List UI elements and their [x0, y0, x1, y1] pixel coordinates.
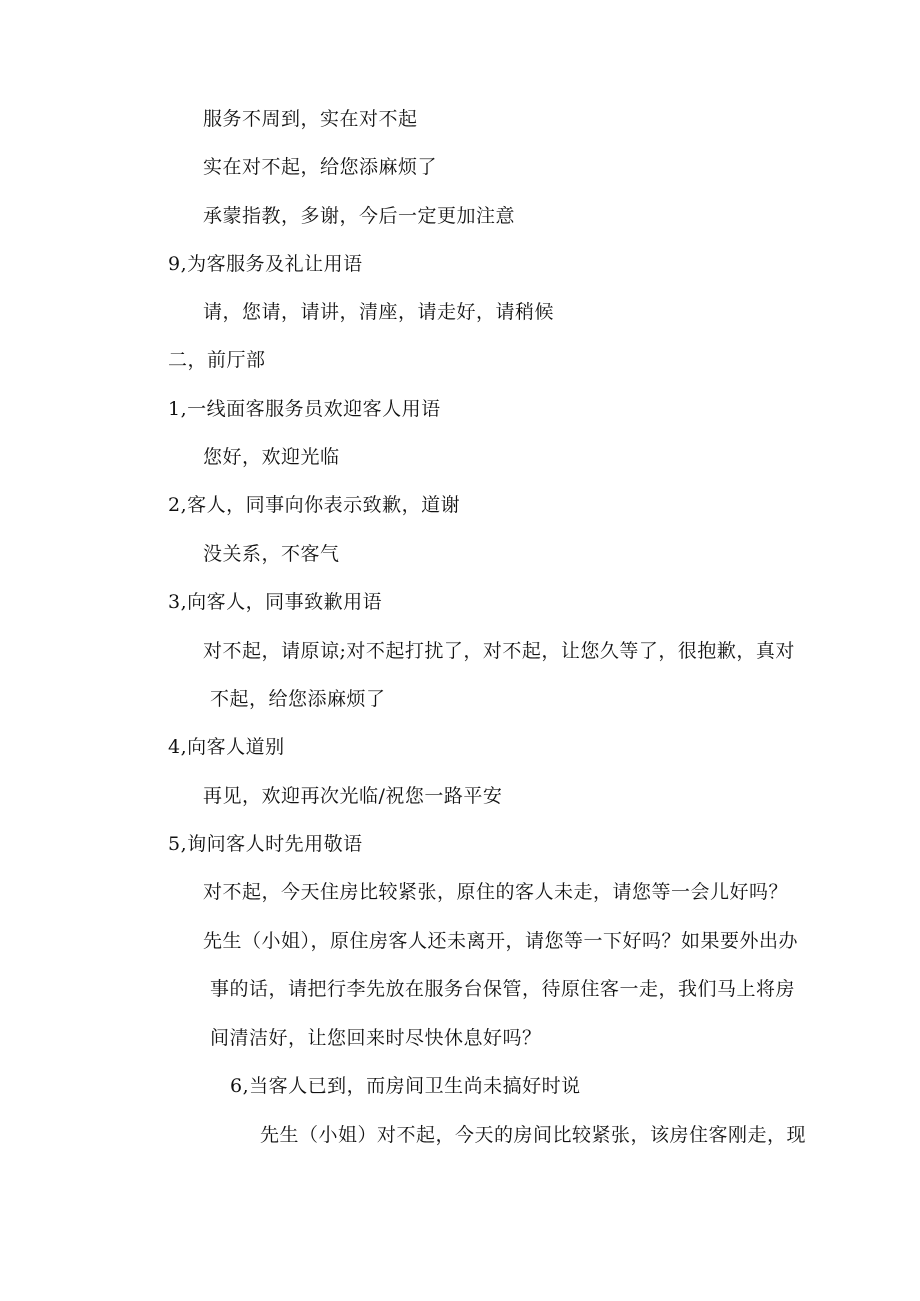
phrase-apology-service: 服务不周到，实在对不起 — [203, 108, 418, 130]
heading-item-9: 9,为客服务及礼让用语 — [168, 253, 363, 275]
phrase-please-wait-cont-1: 事的话，请把行李先放在服务台保管，待原住客一走，我们马上将房 — [210, 978, 796, 1000]
phrase-room-not-ready: 先生（小姐）对不起，今天的房间比较紧张，该房住客刚走，现 — [260, 1124, 807, 1146]
section-heading-front-office: 二，前厅部 — [168, 349, 266, 371]
phrase-thanks-advice: 承蒙指教，多谢，今后一定更加注意 — [203, 205, 516, 227]
phrase-no-problem: 没关系，不客气 — [203, 543, 340, 565]
heading-item-2: 2,客人，同事向你表示致歉，道谢 — [168, 494, 461, 516]
phrase-courtesy: 请，您请，请讲，清座，请走好，请稍候 — [203, 301, 555, 323]
heading-item-1: 1,一线面客服务员欢迎客人用语 — [168, 398, 441, 420]
heading-item-3: 3,向客人，同事致歉用语 — [168, 591, 383, 613]
heading-item-5: 5,询问客人时先用敬语 — [168, 833, 363, 855]
phrase-farewell: 再见，欢迎再次光临/祝您一路平安 — [203, 785, 503, 807]
phrase-apology-list: 对不起，请原谅;对不起打扰了，对不起，让您久等了，很抱歉，真对 — [203, 640, 795, 662]
phrase-room-tight: 对不起，今天住房比较紧张，原住的客人未走，请您等一会儿好吗？ — [203, 881, 789, 903]
heading-item-6: 6,当客人已到，而房间卫生尚未搞好时说 — [230, 1075, 581, 1097]
phrase-apology-trouble: 实在对不起，给您添麻烦了 — [203, 156, 438, 178]
phrase-welcome: 您好，欢迎光临 — [203, 446, 340, 468]
heading-item-4: 4,向客人道别 — [168, 736, 285, 758]
phrase-please-wait: 先生（小姐），原住房客人还未离开，请您等一下好吗？如果要外出办 — [203, 930, 799, 952]
phrase-please-wait-cont-2: 间清洁好，让您回来时尽快休息好吗？ — [210, 1027, 542, 1049]
phrase-apology-list-cont: 不起，给您添麻烦了 — [210, 688, 386, 710]
